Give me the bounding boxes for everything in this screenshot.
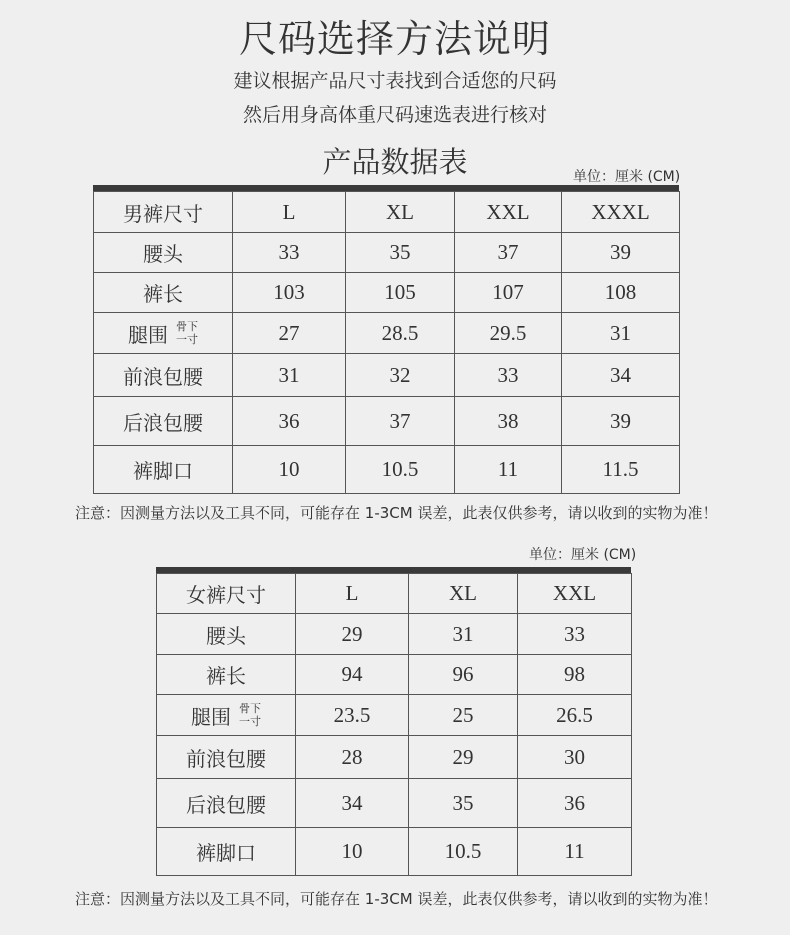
page-title: 尺码选择方法说明 <box>238 17 551 61</box>
row-label: 前浪包腰 <box>157 736 296 779</box>
table-cell: 10 <box>233 446 346 494</box>
row-label-cell <box>94 313 233 354</box>
table-cell: 39 <box>562 397 680 446</box>
table-cell: 11.5 <box>562 446 680 494</box>
women-header-label: 女裤尺寸 <box>157 574 296 614</box>
women-size-table <box>156 573 632 876</box>
table-cell: 29 <box>409 736 518 779</box>
table-cell: 98 <box>518 655 632 695</box>
women-header-size: XXL <box>518 574 632 614</box>
table-cell: 96 <box>409 655 518 695</box>
table-cell: 30 <box>518 736 632 779</box>
table-cell: 28.5 <box>346 313 455 354</box>
subtitle-line-1: 建议根据产品尺寸表找到合适您的尺码 <box>233 70 557 92</box>
table-cell: 35 <box>409 779 518 828</box>
table-row <box>157 779 632 828</box>
women-table-header-row <box>157 574 632 614</box>
table-row <box>94 233 680 273</box>
table-row <box>157 736 632 779</box>
table-cell: 107 <box>455 273 562 313</box>
women-disclaimer-note: 注意：因测量方法以及工具不同，可能存在 1-3CM 误差，此表仅供参考，请以收到的实物为准！ <box>75 890 718 908</box>
table-cell: 34 <box>562 354 680 397</box>
table-cell: 108 <box>562 273 680 313</box>
table-cell: 31 <box>233 354 346 397</box>
row-label-note-top: 骨下 <box>239 702 261 715</box>
section-heading: 产品数据表 <box>322 145 468 179</box>
men-unit-label: 单位：厘米 (CM) <box>573 169 681 185</box>
row-label-note-bottom: 一寸 <box>239 715 261 728</box>
table-cell: 33 <box>233 233 346 273</box>
men-header-size: XXL <box>455 192 562 233</box>
table-cell: 33 <box>455 354 562 397</box>
table-cell: 11 <box>518 828 632 876</box>
row-label: 裤脚口 <box>157 828 296 876</box>
table-cell: 32 <box>346 354 455 397</box>
table-row <box>157 655 632 695</box>
table-cell: 33 <box>518 614 632 655</box>
table-cell: 31 <box>562 313 680 354</box>
table-cell: 36 <box>518 779 632 828</box>
table-row <box>94 313 680 354</box>
row-label: 腿围 <box>128 322 168 347</box>
table-cell: 26.5 <box>518 695 632 736</box>
women-header-size: L <box>296 574 409 614</box>
table-cell: 25 <box>409 695 518 736</box>
table-cell: 34 <box>296 779 409 828</box>
table-cell: 37 <box>455 233 562 273</box>
row-label: 前浪包腰 <box>94 354 233 397</box>
women-unit-label: 单位：厘米 (CM) <box>529 547 637 563</box>
table-cell: 28 <box>296 736 409 779</box>
row-label: 后浪包腰 <box>157 779 296 828</box>
table-row <box>94 397 680 446</box>
table-cell: 94 <box>296 655 409 695</box>
table-row <box>157 614 632 655</box>
row-label-cell <box>157 695 296 736</box>
men-header-label: 男裤尺寸 <box>94 192 233 233</box>
table-cell: 11 <box>455 446 562 494</box>
table-cell: 105 <box>346 273 455 313</box>
men-table-header-row <box>94 192 680 233</box>
men-size-table <box>93 191 680 494</box>
table-cell: 27 <box>233 313 346 354</box>
women-header-size: XL <box>409 574 518 614</box>
row-label: 裤长 <box>157 655 296 695</box>
table-cell: 103 <box>233 273 346 313</box>
row-label-note-bottom: 一寸 <box>176 333 198 346</box>
table-cell: 29 <box>296 614 409 655</box>
subtitle-line-2: 然后用身高体重尺码速选表进行核对 <box>242 104 547 126</box>
table-cell: 29.5 <box>455 313 562 354</box>
men-header-size: L <box>233 192 346 233</box>
men-header-size: XL <box>346 192 455 233</box>
row-label-note <box>176 320 198 346</box>
table-row <box>94 273 680 313</box>
table-cell: 31 <box>409 614 518 655</box>
men-header-size: XXXL <box>562 192 680 233</box>
men-disclaimer-note: 注意：因测量方法以及工具不同，可能存在 1-3CM 误差，此表仅供参考，请以收到的实物为准！ <box>75 504 718 522</box>
table-cell: 36 <box>233 397 346 446</box>
table-cell: 10.5 <box>346 446 455 494</box>
row-label: 后浪包腰 <box>94 397 233 446</box>
row-label: 裤长 <box>94 273 233 313</box>
row-label: 腿围 <box>191 704 231 729</box>
table-row <box>94 354 680 397</box>
table-cell: 38 <box>455 397 562 446</box>
table-row <box>157 828 632 876</box>
table-cell: 10 <box>296 828 409 876</box>
row-label-note <box>239 702 261 728</box>
row-label: 腰头 <box>94 233 233 273</box>
table-cell: 39 <box>562 233 680 273</box>
row-label: 腰头 <box>157 614 296 655</box>
table-cell: 10.5 <box>409 828 518 876</box>
row-label: 裤脚口 <box>94 446 233 494</box>
table-row <box>157 695 632 736</box>
row-label-note-top: 骨下 <box>176 320 198 333</box>
table-row <box>94 446 680 494</box>
table-cell: 35 <box>346 233 455 273</box>
table-cell: 23.5 <box>296 695 409 736</box>
table-cell: 37 <box>346 397 455 446</box>
